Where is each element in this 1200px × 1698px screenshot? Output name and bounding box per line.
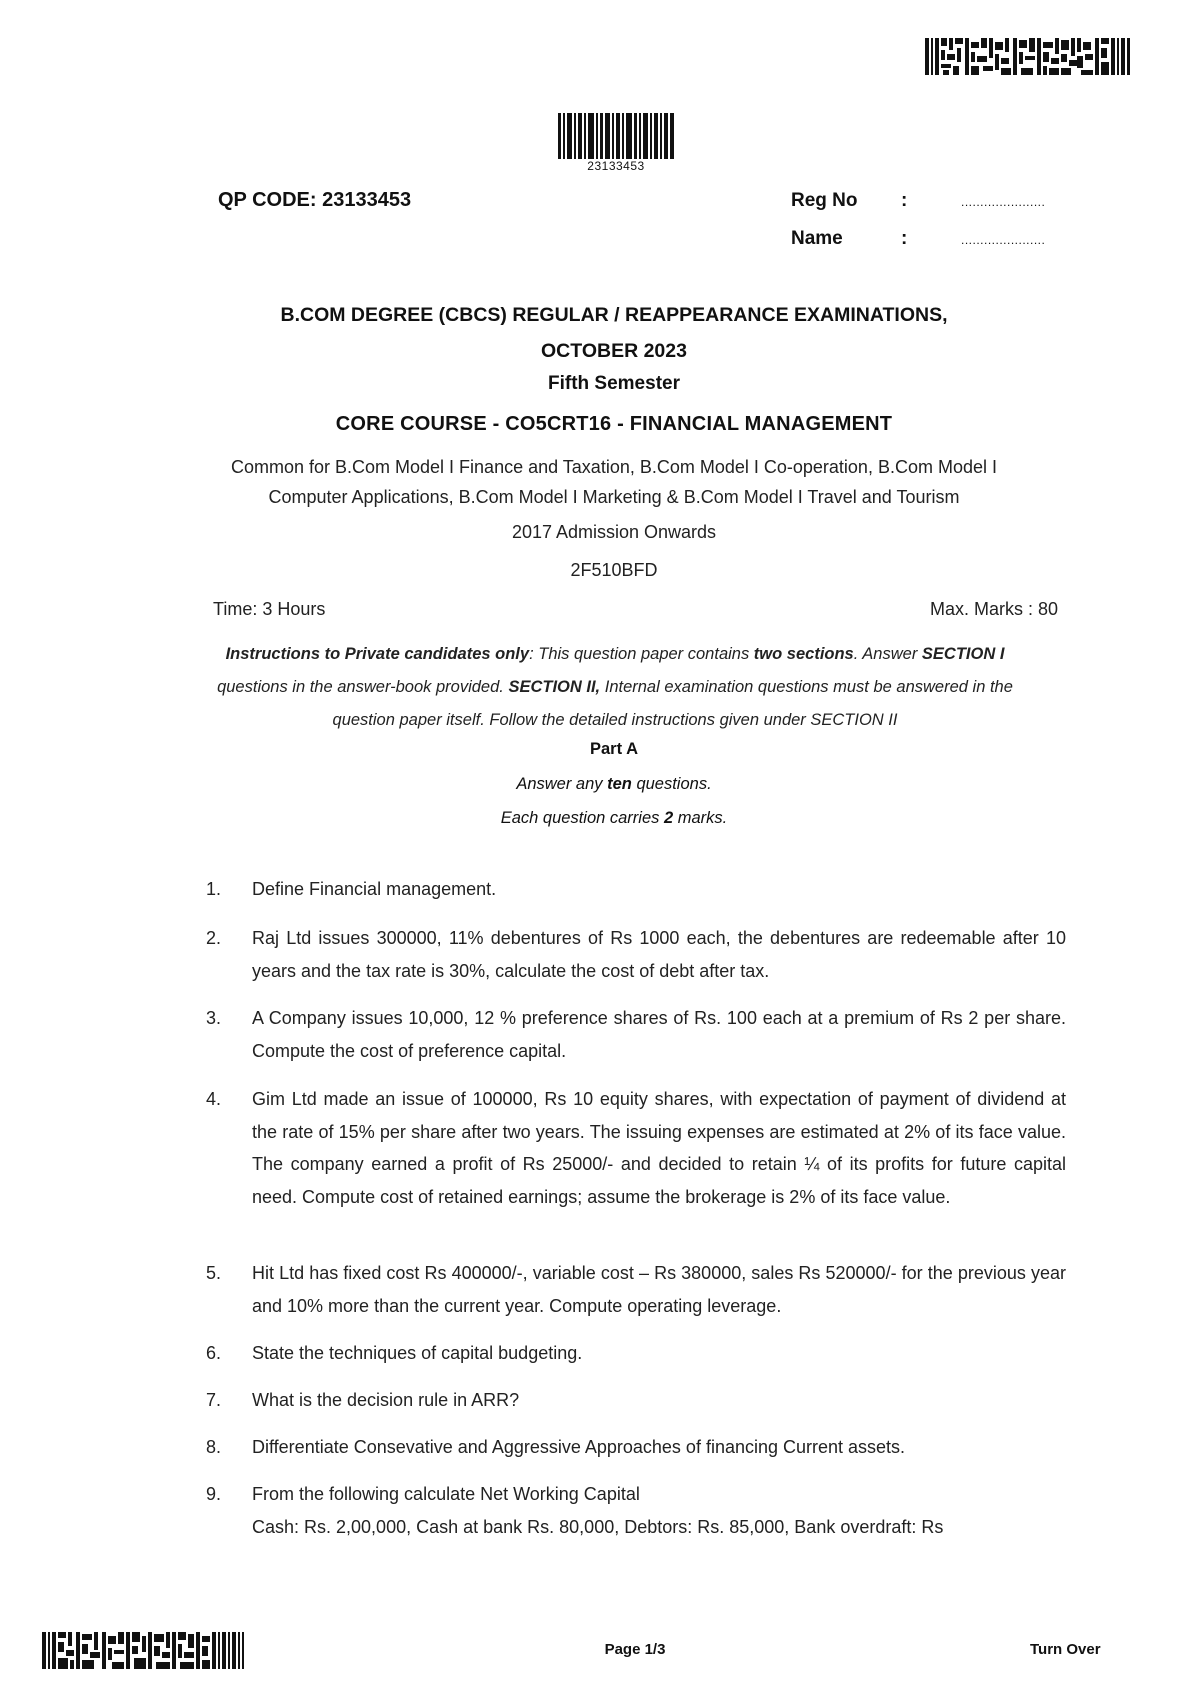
instructions-text-1: : This question paper contains [529,645,754,663]
course-title: CORE COURSE - CO5CRT16 - FINANCIAL MANAGEMENT [335,413,893,435]
question-text [252,1478,1066,1543]
instructions-text-2: . Answer [853,645,922,663]
exam-title-line-2: OCTOBER 2023 [541,340,687,362]
answer-count: ten [607,775,632,793]
question-text: State the techniques of capital budgeting. [252,1343,583,1363]
reg-no-label: Reg No [791,190,858,211]
question-text-line-1: From the following calculate Net Working Capital [252,1484,640,1504]
reg-no-colon: : [901,190,908,211]
instructions-line-1 [170,638,1060,671]
question-number: 2. [206,928,222,948]
instructions-text-3: questions in the answer-book provided. [217,678,509,696]
question-number: 6. [206,1343,222,1363]
barcode-center [558,113,674,159]
question-text: Hit Ltd has fixed cost Rs 400000/-, variable cost – Rs 380000, sales Rs 520000/- for the previous year and 10% more than the current year. Compute operating leverage. [252,1263,1066,1316]
reg-no-blank: ...................... [961,195,1046,209]
question-number: 3. [206,1008,222,1028]
barcode-bottom-left [42,1632,244,1669]
barcode-top-right [925,38,1130,75]
instructions-bold-4: SECTION II, [508,678,601,696]
question-text: Gim Ltd made an issue of 100000, Rs 10 equity shares, with expectation of payment of dividend at the rate of 15% per share after two years. The issuing expenses are estimated at 2% of its face value. The company earned a profit of Rs 25000/- and decided to retain ¼ of its profits for future capital need. Compute cost of retained earnings; assume the brokerage is 2% of its face value. [252,1089,1066,1207]
question-number: 8. [206,1437,222,1457]
question-text: Raj Ltd issues 300000, 11% debentures of Rs 1000 each, the debentures are redeemable after 10 years and the tax rate is 30%, calculate the cost of debt after tax. [252,928,1066,981]
question-text: Define Financial management. [252,879,497,899]
common-for [150,452,1078,512]
semester: Fifth Semester [548,373,680,394]
question-number: 5. [206,1263,222,1283]
paper-code: 2F510BFD [570,560,658,580]
instructions-bold-2: two sections [753,645,854,663]
name-colon: : [901,228,908,249]
name-label: Name [791,228,843,249]
turn-over: Turn Over [1030,1641,1101,1658]
reg-no-row [791,190,1091,212]
common-for-line-2: Computer Applications, B.Com Model I Marketing & B.Com Model I Travel and Tourism [268,487,960,507]
answer-post: questions. [631,775,712,793]
question-text: Differentiate Consevative and Aggressive Approaches of financing Current assets. [252,1437,906,1457]
page-number: Page 1/3 [604,1641,666,1658]
each-marks: 2 [663,809,674,827]
time-allowed: Time: 3 Hours [213,599,326,619]
exam-title [150,297,1078,369]
instructions [170,638,1060,737]
marks-instruction [150,809,1078,828]
question-number: 1. [206,879,222,899]
question-number: 7. [206,1390,222,1410]
max-marks: Max. Marks : 80 [929,599,1058,619]
instructions-bold-3: SECTION I [921,645,1005,663]
name-blank: ...................... [961,233,1046,247]
each-post: marks. [673,809,728,827]
instructions-line-3: question paper itself. Follow the detailed instructions given under SECTION II [332,711,898,729]
part-title: Part A [590,740,638,758]
instructions-text-4: Internal examination questions must be answered in the [600,678,1013,696]
question-text: What is the decision rule in ARR? [252,1390,520,1410]
question-number: 4. [206,1089,222,1109]
answer-instruction [150,775,1078,794]
question-number: 9. [206,1484,222,1504]
barcode-number: 23133453 [587,159,645,173]
question-text: A Company issues 10,000, 12 % preference shares of Rs. 100 each at a premium of Rs 2 per share. Compute the cost of preference capital. [252,1008,1066,1061]
question-text-line-2: Cash: Rs. 2,00,000, Cash at bank Rs. 80,000, Debtors: Rs. 85,000, Bank overdraft: Rs [252,1516,944,1537]
instructions-line-2 [170,671,1060,704]
each-pre: Each question carries [500,809,664,827]
name-row [791,228,1091,250]
exam-title-line-1: B.COM DEGREE (CBCS) REGULAR / REAPPEARANCE EXAMINATIONS, [280,304,948,326]
answer-pre: Answer any [516,775,608,793]
admission-year: 2017 Admission Onwards [511,522,717,542]
common-for-line-1: Common for B.Com Model I Finance and Taxation, B.Com Model I Co-operation, B.Com Model I [230,457,997,477]
qp-code: QP CODE: 23133453 [218,189,412,211]
instructions-bold-1: Instructions to Private candidates only [225,645,530,663]
